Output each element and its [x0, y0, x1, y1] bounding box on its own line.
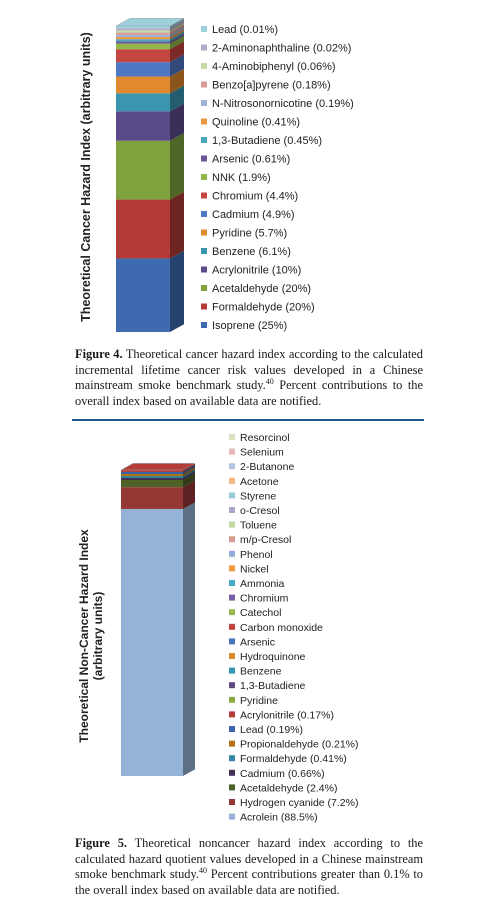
figure5-caption: [75, 836, 423, 898]
cancer-hazard-chart: [0, 0, 478, 345]
legend-swatch: [229, 580, 235, 586]
legend-label: Acetaldehyde (20%): [212, 283, 312, 295]
legend-swatch: [229, 492, 235, 498]
bar-segment: [116, 77, 170, 94]
legend-label: Acetone: [240, 475, 279, 488]
legend-label: Arsenic (0.61%): [212, 153, 291, 166]
bar-segment-side: [170, 251, 184, 332]
legend-swatch: [229, 770, 235, 776]
legend-swatch: [229, 726, 235, 732]
bar-segment: [121, 476, 183, 478]
legend-swatch: [201, 137, 207, 143]
legend-label: Formaldehyde (20%): [212, 301, 315, 314]
legend: [201, 24, 354, 332]
legend-swatch: [229, 814, 235, 820]
legend-swatch: [201, 63, 207, 69]
legend-label: Pyridine: [240, 694, 278, 707]
legend-label: NNK (1.9%): [212, 172, 271, 184]
figure4-caption: [75, 347, 423, 409]
bar-segment: [116, 111, 170, 140]
legend-swatch: [229, 799, 235, 805]
bar-segment: [116, 28, 170, 30]
bar-segment: [116, 37, 170, 39]
legend-label: Benzene (6.1%): [212, 246, 291, 258]
legend-label: Ammonia: [240, 578, 285, 590]
bar-segment: [116, 39, 170, 41]
legend-label: 4-Aminobiphenyl (0.06%): [212, 61, 336, 73]
legend-label: Hydrogen cyanide (7.2%): [240, 797, 359, 809]
legend-label: N-Nitrosonornicotine (0.19%): [212, 98, 354, 110]
legend-swatch: [201, 285, 207, 291]
legend-label: Lead (0.19%): [240, 724, 304, 736]
bar-segment: [121, 480, 183, 487]
figure5-caption-text: Theoretical noncancer hazard index according to the calculated hazard quotient values developed in a Chinese mainstream smoke benchmark study.: [75, 836, 424, 881]
legend-swatch: [201, 100, 207, 106]
bar-segment-side: [170, 192, 184, 259]
legend-swatch: [201, 230, 207, 236]
legend-swatch: [229, 682, 235, 688]
legend-label: Carbon monoxide: [240, 621, 323, 634]
cancer-hazard-chart-svg: [0, 0, 478, 345]
bar-segment: [116, 33, 170, 35]
legend-label: 1,3-Butadiene (0.45%): [212, 135, 323, 147]
legend-swatch: [201, 248, 207, 254]
bar-segment: [116, 30, 170, 32]
legend-label: Hydroquinone: [240, 651, 306, 663]
legend-swatch: [201, 174, 207, 180]
bar-top-face: [121, 463, 195, 470]
legend-swatch: [229, 463, 235, 469]
figure5-ref: 40: [198, 865, 207, 875]
legend-swatch: [229, 668, 235, 674]
legend-label: Quinoline (0.41%): [212, 116, 301, 129]
legend-swatch: [201, 322, 207, 328]
legend-swatch: [229, 507, 235, 513]
section-divider: [72, 419, 424, 421]
legend-swatch: [229, 595, 235, 601]
bar-segment: [121, 487, 183, 509]
legend-swatch: [229, 449, 235, 455]
figure4-caption-text: Theoretical cancer hazard index according to the calculated incremental lifetime cancer risk values developed in a Chinese mainstream smoke benchmark study.: [75, 347, 424, 392]
legend-swatch: [201, 156, 207, 162]
figure5-caption-text-2: Percent contributions greater than 0.1% to the overall index based on available data are notified.: [75, 867, 423, 897]
bar-segment: [121, 470, 183, 472]
legend-label: Resorcinol: [240, 432, 290, 444]
legend-label: Pyridine (5.7%): [212, 227, 288, 240]
stacked-bar-1: [116, 18, 184, 332]
legend-swatch: [201, 193, 207, 199]
figure5-label: Figure 5.: [75, 836, 127, 850]
legend-label: Chromium (4.4%): [212, 190, 299, 203]
legend-label: 2-Aminonaphthaline (0.02%): [212, 42, 352, 55]
legend-label: Benzo[a]pyrene (0.18%): [212, 79, 331, 92]
bar-segment: [121, 472, 183, 474]
legend-swatch: [229, 653, 235, 659]
legend-swatch: [229, 565, 235, 571]
legend-label: Lead (0.01%): [212, 24, 279, 36]
bar-segment: [121, 474, 183, 476]
legend-label: m/p-Cresol: [240, 534, 292, 547]
legend-swatch: [229, 609, 235, 615]
legend-label: Isoprene (25%): [212, 320, 288, 332]
legend-swatch: [229, 522, 235, 528]
legend-label: 1,3-Butadiene: [240, 680, 306, 693]
bar-segment: [116, 49, 170, 62]
legend-swatch: [201, 45, 207, 51]
legend-swatch: [201, 304, 207, 310]
bar-segment: [116, 258, 170, 332]
stacked-bar-2: [121, 463, 195, 776]
legend-label: Toluene: [240, 519, 277, 532]
y-axis-label: Theoretical Cancer Hazard Index (arbitrary units): [79, 32, 93, 322]
bar-segment: [116, 200, 170, 259]
legend-swatch: [229, 624, 235, 630]
legend-swatch: [229, 784, 235, 790]
bar-segment: [121, 478, 183, 480]
legend-label: Selenium: [240, 446, 284, 459]
bar-segment: [116, 44, 170, 50]
legend-swatch: [229, 536, 235, 542]
legend: [229, 432, 359, 824]
figure4-label: Figure 4.: [75, 347, 123, 361]
bar-segment-side: [183, 502, 195, 776]
bar-segment: [116, 26, 170, 28]
bar-segment: [116, 141, 170, 200]
legend-label: Catechol: [240, 607, 282, 620]
legend-label: Propionaldehyde (0.21%): [240, 738, 359, 751]
bar-segment: [116, 62, 170, 76]
legend-swatch: [229, 551, 235, 557]
legend-label: Nickel: [240, 563, 269, 576]
legend-swatch: [201, 26, 207, 32]
legend-label: Chromium: [240, 592, 289, 605]
bar-segment: [121, 509, 183, 776]
legend-swatch: [229, 697, 235, 703]
legend-swatch: [201, 119, 207, 125]
legend-label: Benzene: [240, 665, 282, 678]
legend-label: 2-Butanone: [240, 461, 295, 474]
legend-label: o-Cresol: [240, 505, 280, 517]
legend-swatch: [229, 478, 235, 484]
noncancer-hazard-chart: [0, 426, 478, 826]
legend-label: Arsenic: [240, 636, 276, 649]
legend-label: Acrylonitrile (10%): [212, 264, 302, 277]
legend-label: Formaldehyde (0.41%): [240, 753, 347, 766]
legend-swatch: [201, 82, 207, 88]
bar-segment: [116, 93, 170, 111]
legend-swatch: [229, 434, 235, 440]
figure4-caption-text-2: Percent contributions to the overall index based on available data are notified.: [75, 378, 423, 408]
y-axis-label-line: Theoretical Non-Cancer Hazard Index: [77, 529, 91, 743]
legend-swatch: [229, 741, 235, 747]
figure4-ref: 40: [265, 376, 274, 386]
bar-segment: [116, 41, 170, 43]
legend-swatch: [229, 755, 235, 761]
noncancer-hazard-chart-svg: [0, 426, 478, 826]
legend-label: Acrolein (88.5%): [240, 811, 318, 824]
bar-segment-side: [170, 133, 184, 200]
legend-swatch: [201, 267, 207, 273]
legend-swatch: [201, 211, 207, 217]
bar-segment: [116, 35, 170, 37]
legend-swatch: [229, 638, 235, 644]
legend-swatch: [229, 711, 235, 717]
legend-label: Cadmium (4.9%): [212, 209, 295, 221]
legend-label: Cadmium (0.66%): [240, 767, 325, 780]
y-axis-label: [77, 529, 105, 743]
legend-label: Acetaldehyde (2.4%): [240, 782, 338, 795]
legend-label: Acrylonitrile (0.17%): [240, 709, 334, 722]
y-axis-label-line: (arbitrary units): [91, 591, 105, 681]
legend-label: Styrene: [240, 490, 277, 503]
legend-label: Phenol: [240, 548, 273, 561]
